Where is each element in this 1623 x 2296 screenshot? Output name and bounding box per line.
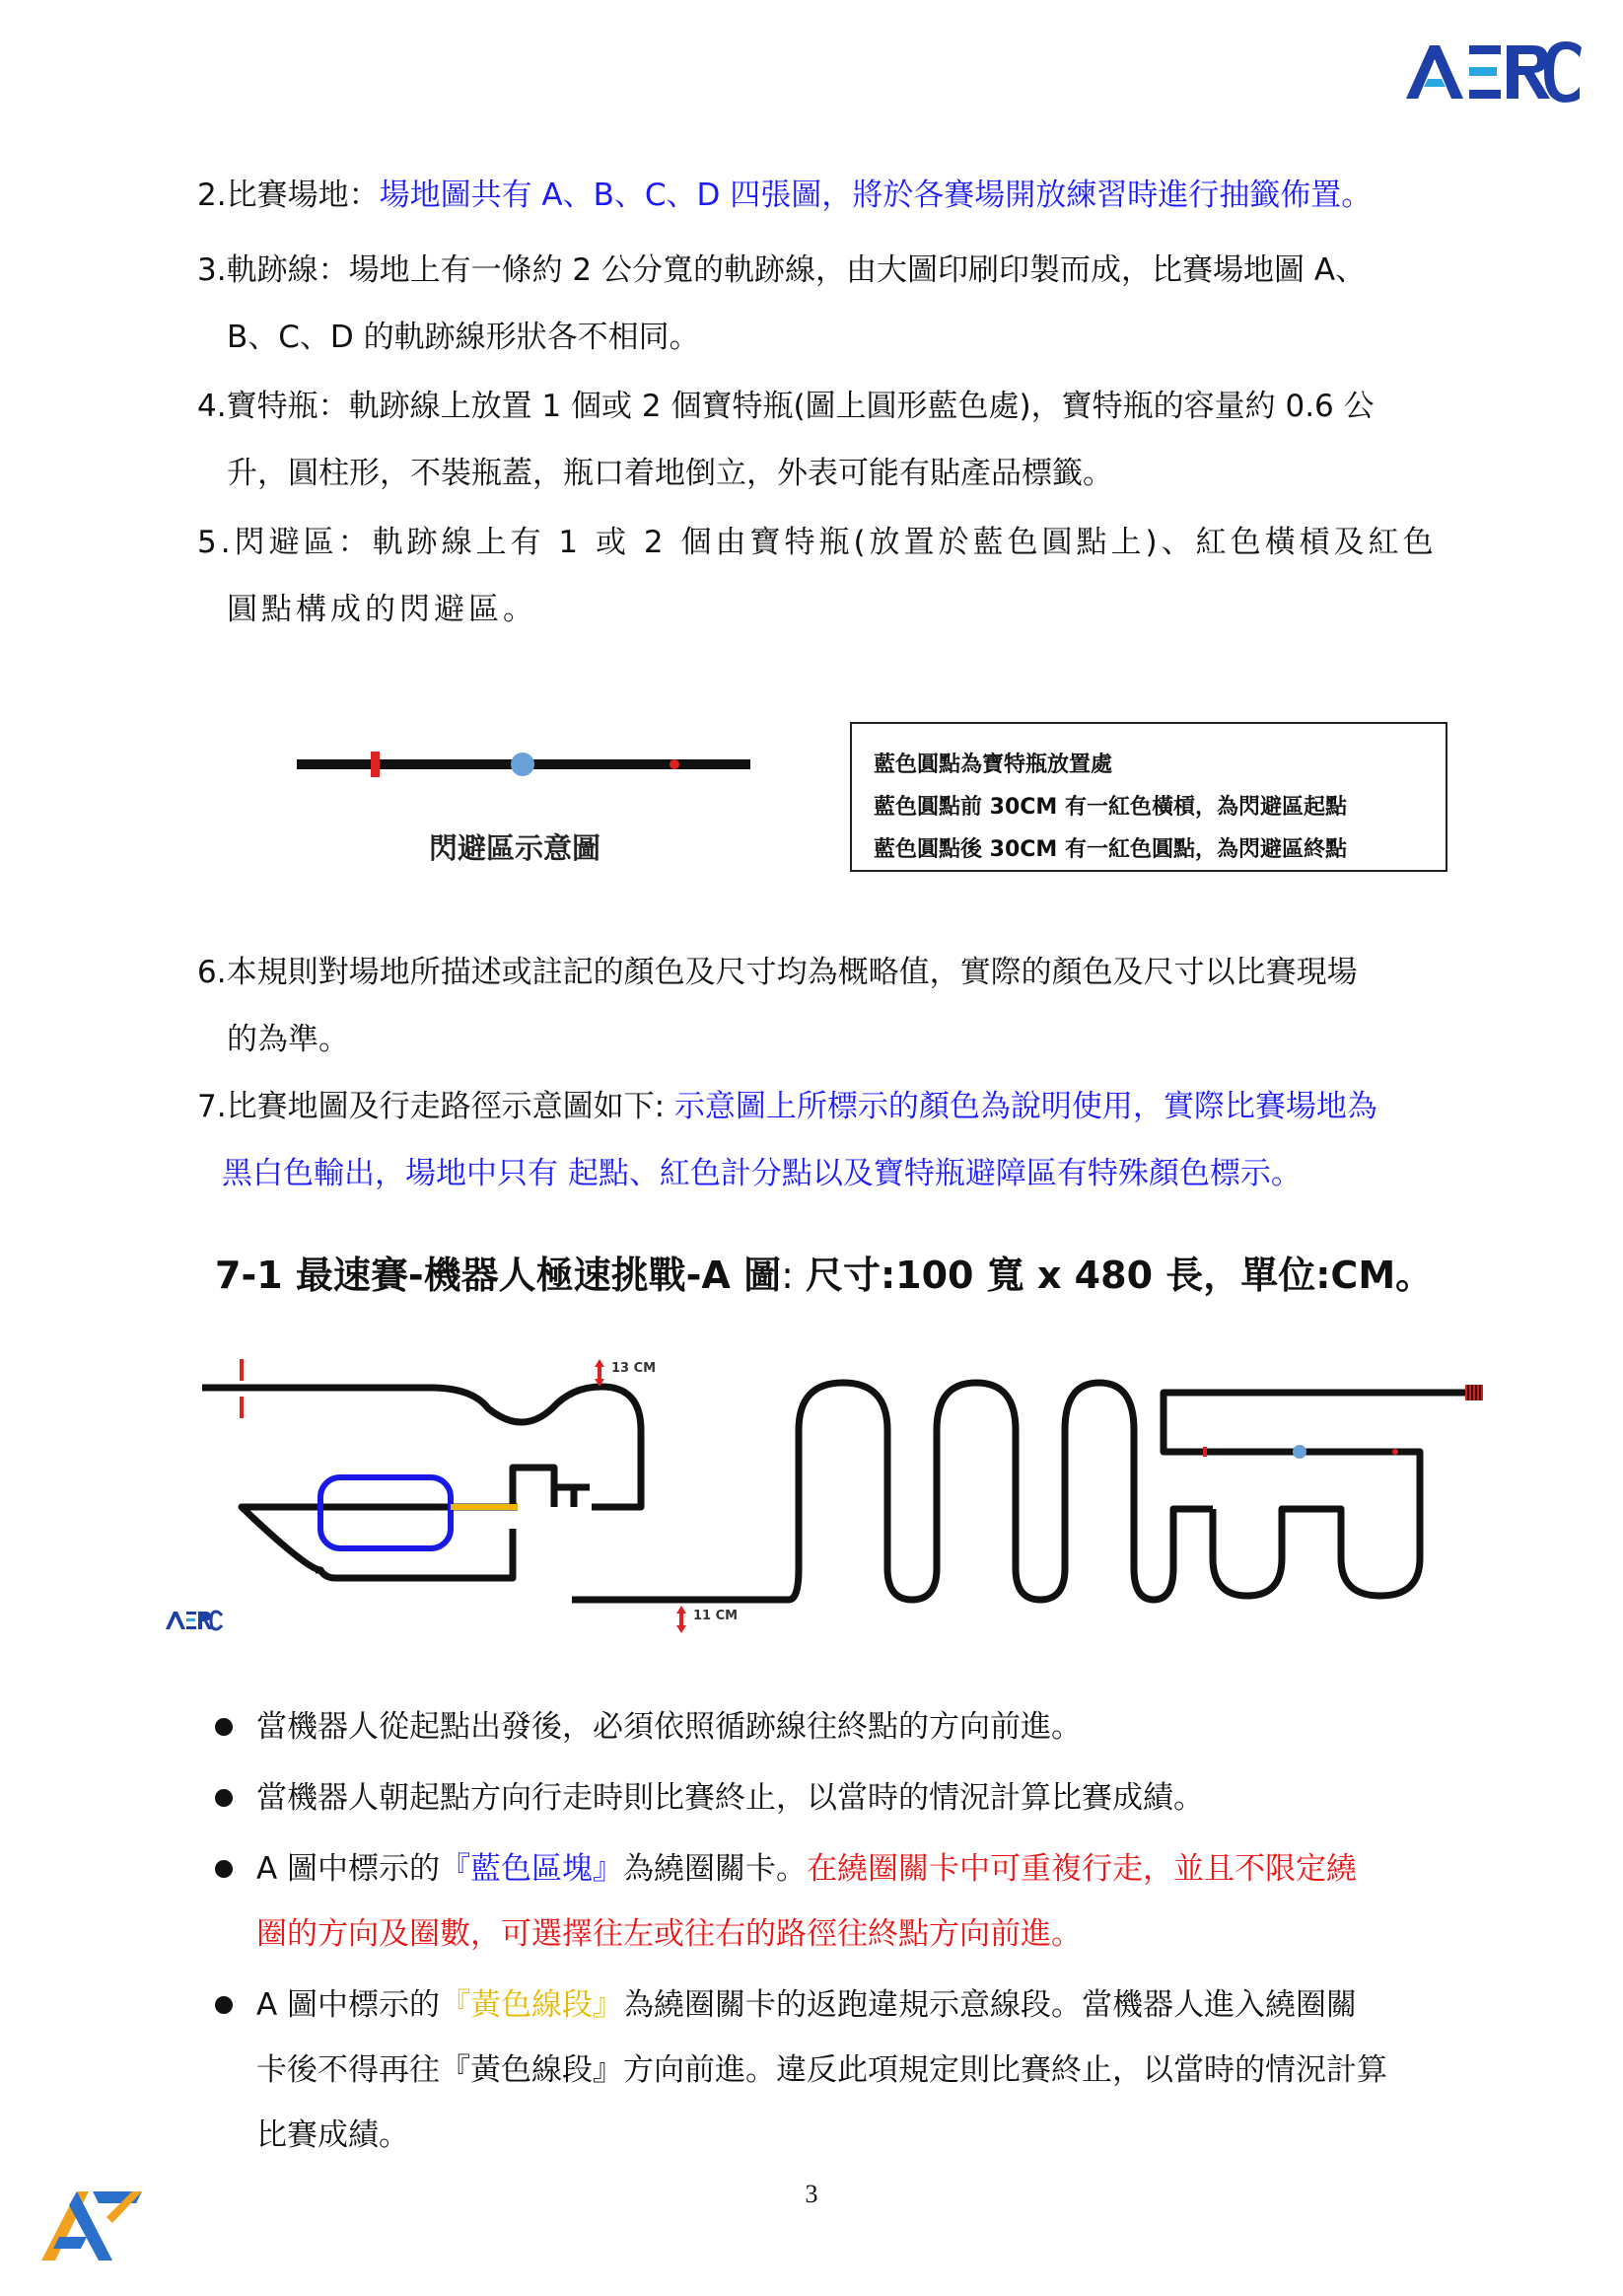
legend-line-2: 藍色圓點前 30CM 有一紅色橫槓，為閃避區起點: [874, 795, 1347, 820]
item-3-line-1: 3.軌跡線：場地上有一條約 2 公分寬的軌跡線，由大圖印刷印製而成，比賽場地圖 A、: [197, 252, 1367, 288]
item-5-dodge-zone: [197, 509, 1479, 643]
bullet-1-text: 當機器人從起點出發後，必須依照循跡線往終點的方向前進。: [256, 1709, 1082, 1745]
bullet-3-mid: 為繞圈關卡。: [623, 1851, 808, 1887]
bullet-3-red-2: 圈的方向及圈數，可選擇往左或往右的路徑往終點方向前進。: [256, 1916, 1082, 1952]
section-7-1-heading: [215, 1245, 1433, 1299]
rules-bullet-list: [215, 1694, 1497, 2174]
item-7-blue-2: 黑白色輸出，場地中只有 起點、紅色計分點以及寶特瓶避障區有特殊顏色標示。: [222, 1156, 1302, 1191]
bullet-dot-icon: [215, 1718, 233, 1736]
bullet-dot-icon: [215, 1789, 233, 1807]
map-a-diagram: [158, 1341, 1489, 1647]
bullet-dot-icon: [215, 1996, 233, 2014]
bullet-2-text: 當機器人朝起點方向行走時則比賽終止，以當時的情況計算比賽成績。: [256, 1780, 1204, 1816]
item-4-line-2: 升，圓柱形，不裝瓶蓋，瓶口着地倒立，外表可能有貼產品標籤。: [227, 456, 1113, 491]
item-2-field: [197, 162, 1479, 229]
bullet-4-post-1: 為繞圈關卡的返跑違規示意線段。當機器人進入繞圈關: [623, 1987, 1358, 2023]
dodge-zone-diagram: [292, 740, 755, 799]
bullet-4-pre: A 圖中標示的: [256, 1987, 441, 2023]
item-3-track-line: [197, 237, 1479, 371]
bullet-4-yellow: 『黃色線段』: [440, 1987, 624, 2023]
section-heading-sep: :: [781, 1254, 806, 1297]
item-2-prefix: 2.比賽場地：: [197, 178, 380, 213]
item-4-bottle: [197, 373, 1479, 507]
item-6-line-2: 的為準。: [227, 1022, 349, 1057]
item-3-line-2: B、C、D 的軌跡線形狀各不相同。: [227, 320, 700, 355]
bullet-4-line-2: 卡後不得再往『黃色線段』方向前進。違反此項規定則比賽終止，以當時的情況計算: [256, 2052, 1387, 2088]
bullet-item: [215, 1765, 1497, 1830]
bullet-item: [215, 1694, 1497, 1759]
legend-line-1: 藍色圓點為寶特瓶放置處: [874, 753, 1113, 777]
bullet-3-red-1: 在繞圈關卡中可重複行走，並且不限定繞: [807, 1851, 1358, 1887]
bullet-item: [215, 1836, 1497, 1967]
item-7-blue-1: 示意圖上所標示的顏色為說明使用，實際比賽場地為: [673, 1089, 1377, 1124]
dodge-zone-caption: 閃避區示意圖: [429, 831, 601, 865]
aerc-logo: [1400, 37, 1584, 107]
item-5-line-2: 圓點構成的閃避區。: [227, 592, 537, 627]
item-6-approximate: [197, 939, 1479, 1073]
section-heading-bold-1: 7-1 最速賽-機器人極速挑戰-A 圖: [215, 1254, 782, 1297]
legend-line-3: 藍色圓點後 30CM 有一紅色圓點，為閃避區終點: [874, 837, 1347, 862]
page-number: 3: [805, 2180, 818, 2208]
item-7-map: [197, 1073, 1479, 1207]
item-6-line-1: 6.本規則對場地所描述或註記的顏色及尺寸均為概略值，實際的顏色及尺寸以比賽現場: [197, 955, 1358, 990]
bullet-dot-icon: [215, 1860, 233, 1878]
item-7-prefix: 7.比賽地圖及行走路徑示意圖如下:: [197, 1089, 674, 1124]
map-aerc-logo: [164, 1610, 223, 1631]
item-2-blue-text: 場地圖共有 A、B、C、D 四張圖，將於各賽場開放練習時進行抽籤佈置。: [379, 178, 1373, 213]
bullet-3-blue: 『藍色區塊』: [440, 1851, 624, 1887]
item-4-line-1: 4.寶特瓶：軌跡線上放置 1 個或 2 個寶特瓶(圖上圓形藍色處)，寶特瓶的容量約 0.6 公: [197, 389, 1375, 424]
bullet-3-pre: A 圖中標示的: [256, 1851, 441, 1887]
map-a-label-bottom: 11 CM: [693, 1609, 739, 1623]
bullet-4-line-3: 比賽成績。: [256, 2117, 409, 2153]
item-5-line-1: 5.閃避區：軌跡線上有 1 或 2 個由寶特瓶(放置於藍色圓點上)、紅色橫槓及紅色: [197, 525, 1438, 560]
section-heading-bold-2: 尺寸:100 寬 x 480 長，單位:CM。: [805, 1254, 1434, 1297]
dodge-zone-legend: [850, 722, 1447, 872]
map-a-label-top: 13 CM: [611, 1361, 657, 1376]
bullet-item: [215, 1973, 1497, 2168]
